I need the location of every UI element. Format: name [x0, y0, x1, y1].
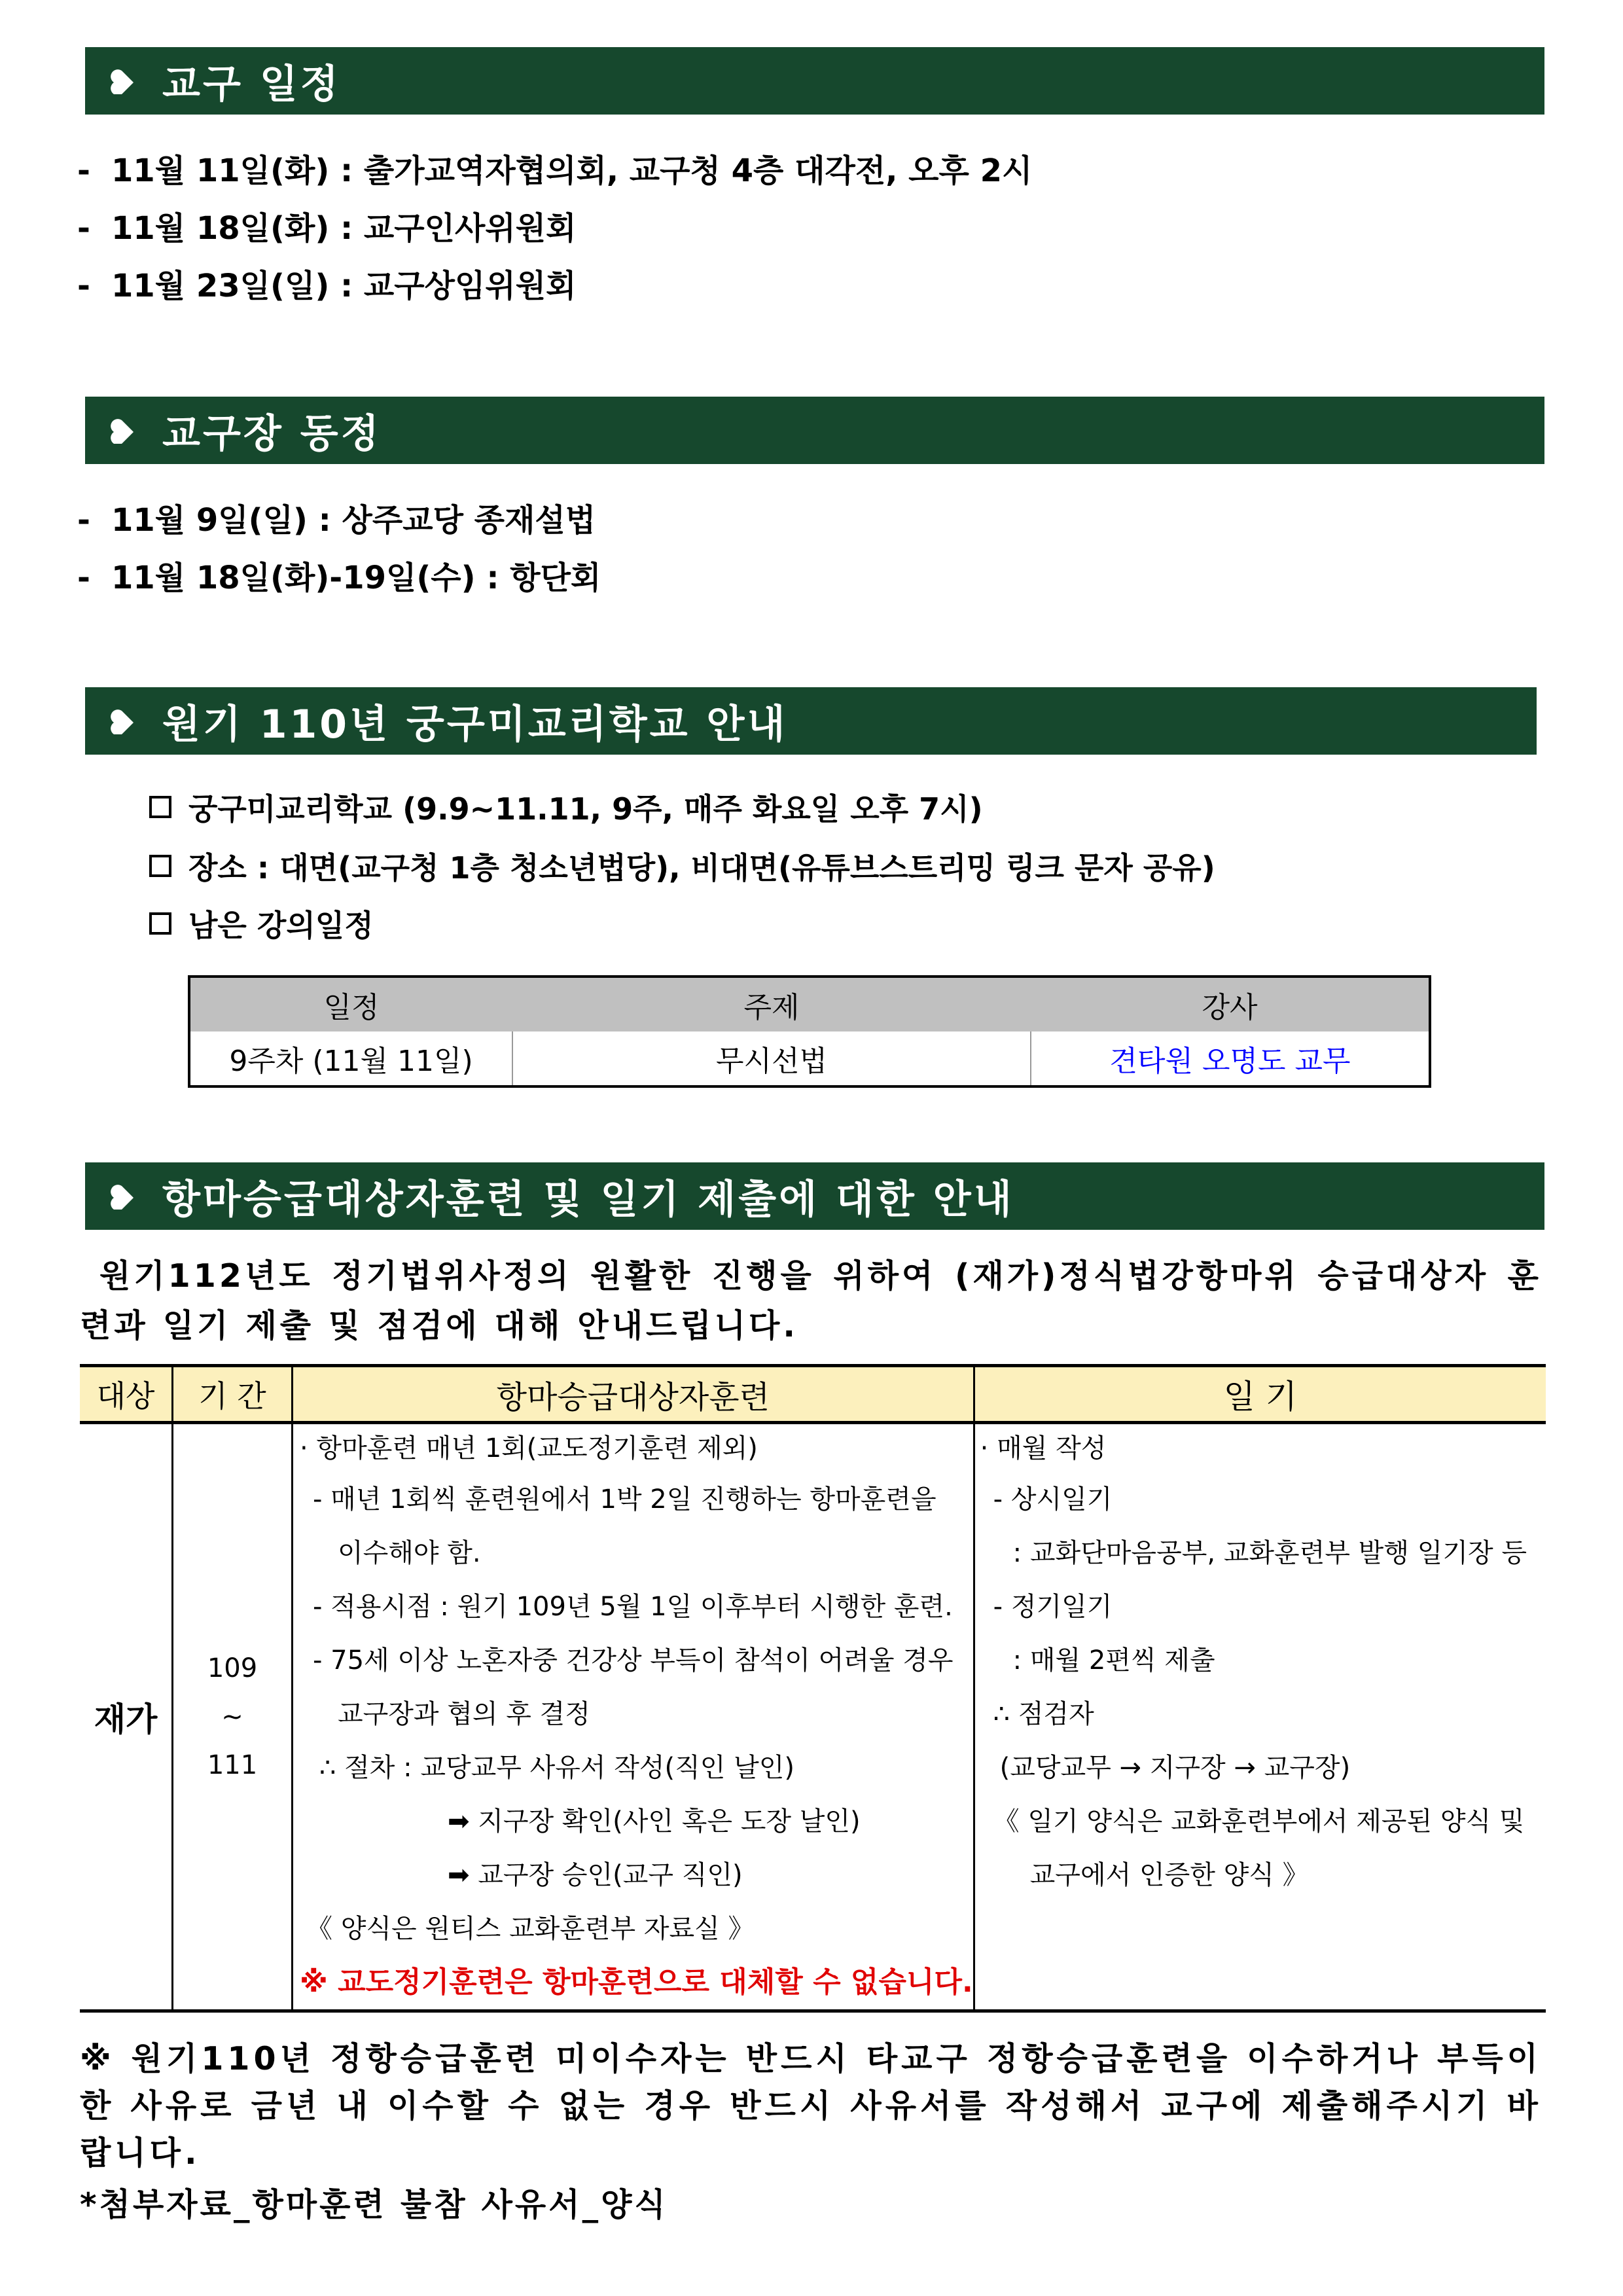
attachment-note: *첨부자료_항마훈련 불참 사유서_양식	[80, 2186, 668, 2223]
checkbox-square-icon	[149, 855, 171, 877]
training-line: 《 양식은 원티스 교화훈련부 자료실 》	[306, 1914, 755, 1944]
diary-line: 《 일기 양식은 교화훈련부에서 제공된 양식 및	[993, 1806, 1525, 1837]
school-item: 장소 : 대면(교구청 1층 청소년법당), 비대면(유튜브스트리밍 링크 문자 공유)	[149, 844, 1215, 888]
table-row	[189, 1031, 1430, 1086]
section-header-leader	[85, 397, 1544, 464]
training-line: ∴ 절차 : 교당교무 사유서 작성(직인 날인)	[319, 1753, 795, 1783]
checkbox-square-icon	[149, 912, 171, 935]
training-line: ➡ 교구장 승인(교구 직인)	[448, 1860, 743, 1890]
schedule-item: - 11월 18일(화) : 교구인사위원회	[77, 210, 577, 247]
heart-bullet-icon	[109, 708, 137, 734]
table-header: 항마승급대상자훈련	[293, 1366, 974, 1423]
table-header: 기 간	[173, 1366, 293, 1423]
schedule-item: - 11월 11일(화) : 출가교역자협의회, 교구청 4층 대각전, 오후 2시	[77, 152, 1033, 189]
section-title: 항마승급대상자훈련 및 일기 제출에 대한 안내	[162, 1176, 1014, 1223]
diary-line: : 교화단마음공부, 교화훈련부 발행 일기장 등	[1012, 1538, 1527, 1568]
leader-item: - 11월 9일(일) : 상주교당 종재설법	[77, 502, 596, 539]
period-end: 111	[207, 1750, 258, 1780]
target-cell: 재가	[80, 1423, 173, 2011]
diary-line: - 상시일기	[993, 1484, 1113, 1515]
diary-line: · 매월 작성	[980, 1433, 1107, 1463]
section-header-schedule	[85, 47, 1544, 115]
table-header: 일정	[189, 977, 512, 1031]
table-header: 주제	[512, 977, 1031, 1031]
table-cell: 9주차 (11월 11일)	[189, 1031, 512, 1086]
period-cell	[173, 1423, 293, 2011]
diary-line: (교당교무 → 지구장 → 교구장)	[999, 1753, 1351, 1783]
diary-line: ∴ 점검자	[993, 1699, 1094, 1729]
section-title: 교구장 동정	[162, 410, 382, 457]
section-header-school	[85, 687, 1537, 755]
heart-bullet-icon	[109, 68, 137, 94]
training-line: - 매년 1회씩 훈련원에서 1박 2일 진행하는 항마훈련을	[313, 1484, 936, 1515]
training-line: 이수해야 함.	[338, 1538, 481, 1568]
section-header-training	[85, 1162, 1544, 1230]
leader-item: - 11월 18일(화)-19일(수) : 항단회	[77, 560, 601, 596]
heart-bullet-icon	[109, 1183, 137, 1210]
training-line: · 항마훈련 매년 1회(교도정기훈련 제외)	[300, 1433, 758, 1463]
table-header: 일 기	[974, 1366, 1546, 1423]
school-item: 궁구미교리학교 (9.9~11.11, 9주, 매주 화요일 오후 7시)	[149, 785, 983, 829]
diary-line: 교구에서 인증한 양식 》	[1029, 1860, 1309, 1890]
training-line: ➡ 지구장 확인(사인 혹은 도장 날인)	[448, 1806, 861, 1837]
table-cell: 무시선법	[512, 1031, 1031, 1086]
section-title: 원기 110년 궁구미교리학교 안내	[162, 701, 788, 747]
period-start: 109	[207, 1653, 258, 1683]
training-intro: 원기112년도 정기법위사정의 원활한 진행을 위하여 (재가)정식법강항마위 승급대상자 훈련과 일기 제출 및 점검에 대해 안내드립니다.	[80, 1257, 1542, 1344]
table-header-row	[80, 1366, 1546, 1423]
training-note: ※ 교도정기훈련은 항마훈련으로 대체할 수 없습니다.	[300, 1965, 973, 1999]
checkbox-square-icon	[149, 796, 171, 818]
table-cell-instructor: 견타원 오명도 교무	[1109, 1045, 1351, 1078]
table-header: 대상	[80, 1366, 173, 1423]
training-line: 교구장과 협의 후 결정	[338, 1699, 590, 1729]
diary-line: - 정기일기	[993, 1592, 1113, 1622]
diary-line: : 매월 2편씩 제출	[1012, 1645, 1215, 1676]
lecture-schedule-table	[188, 975, 1431, 1088]
diary-cell	[974, 1423, 1546, 2011]
training-line: - 적용시점 : 원기 109년 5월 1일 이후부터 시행한 훈련.	[313, 1592, 953, 1622]
table-header: 강사	[1031, 977, 1430, 1031]
training-cell	[293, 1423, 974, 2011]
school-item: 남은 강의일정	[149, 902, 374, 945]
training-notice: ※ 원기110년 정항승급훈련 미이수자는 반드시 타교구 정항승급훈련을 이수하거나 부득이한 사유로 금년 내 이수할 수 없는 경우 반드시 사유서를 작성해서 교구에 제출해주시기 바랍니다.	[80, 2040, 1542, 2172]
heart-bullet-icon	[109, 418, 137, 444]
training-table	[80, 1364, 1546, 2013]
period-sep: ~	[221, 1702, 243, 1732]
section-title: 교구 일정	[162, 61, 341, 107]
table-header-row	[189, 977, 1430, 1031]
schedule-item: - 11월 23일(일) : 교구상임위원회	[77, 268, 577, 304]
training-line: - 75세 이상 노혼자중 건강상 부득이 참석이 어려울 경우	[313, 1645, 954, 1676]
table-row	[80, 1423, 1546, 2011]
